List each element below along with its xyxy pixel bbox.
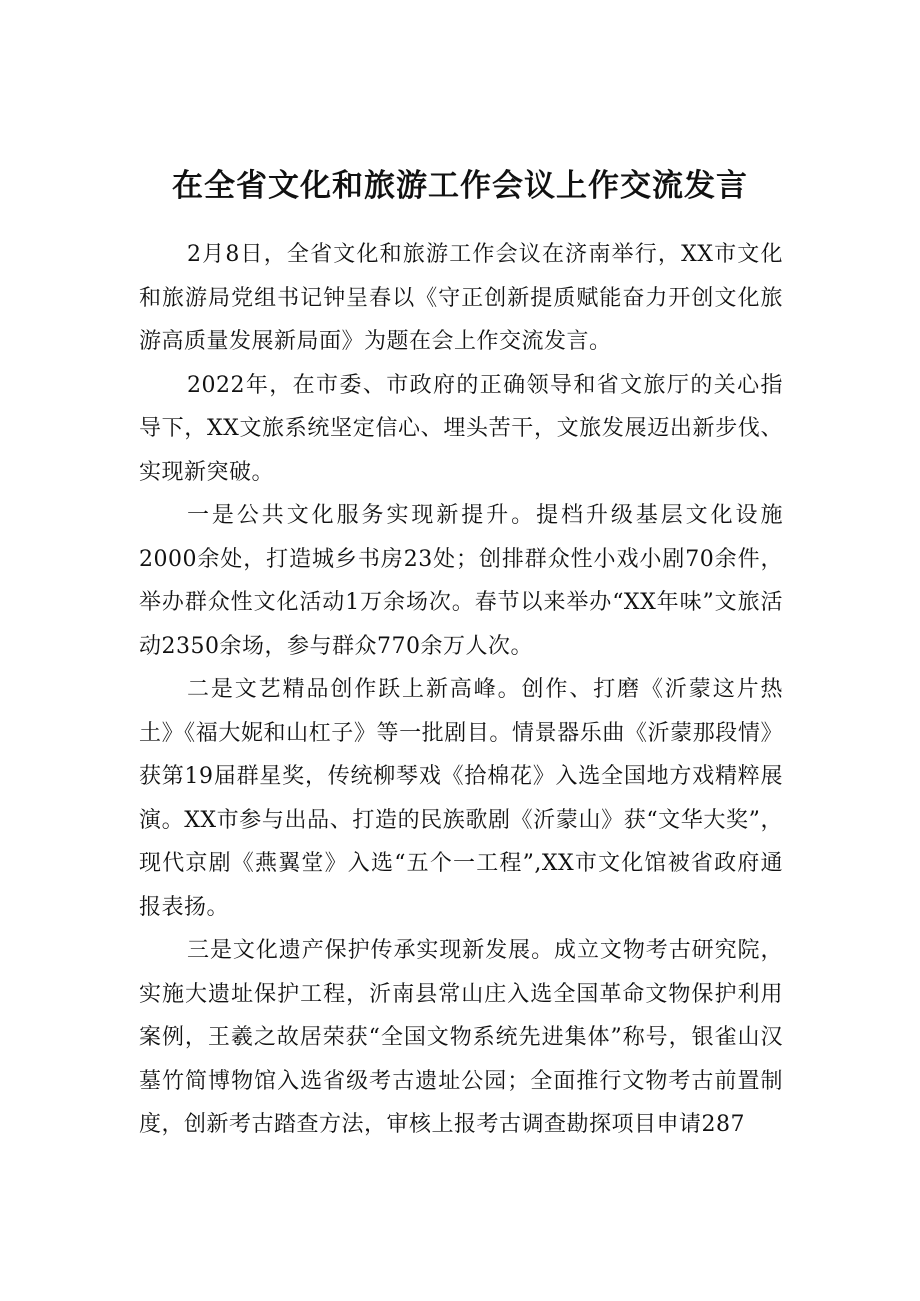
paragraph-2: 2022年，在市委、市政府的正确领导和省文旅厅的关心指导下，XX文旅系统坚定信心、埋头苦干，文旅发展迈出新步伐、实现新突破。 — [139, 372, 783, 485]
paragraph-4: 二是文艺精品创作跃上新高峰。创作、打磨《沂蒙这片热土》《福大妮和山杠子》等一批剧目。情景器乐曲《沂蒙那段情》获第19届群星奖，传统柳琴戏《拾棉花》入选全国地方戏精粹展演。XX市参与出品、打造的民族歌剧《沂蒙山》获“文华大奖”，现代京剧《燕翼堂》入选“五个一工程”,XX市文化馆被省政府通报表扬。 — [139, 677, 783, 920]
paragraph-1: 2月8日，全省文化和旅游工作会议在济南举行，XX市文化和旅游局党组书记钟呈春以《守正创新提质赋能奋力开创文化旅游高质量发展新局面》为题在会上作交流发言。 — [139, 242, 783, 354]
document-body — [139, 233, 783, 1147]
paragraph-3: 一是公共文化服务实现新提升。提档升级基层文化设施2000余处，打造城乡书房23处；创排群众性小戏小剧70余件，举办群众性文化活动1万余场次。春节以来举办“XX年味”文旅活动2350余场，参与群众770余万人次。 — [139, 503, 783, 659]
paragraph-5: 三是文化遗产保护传承实现新发展。成立文物考古研究院，实施大遗址保护工程，沂南县常山庄入选全国革命文物保护利用案例，王羲之故居荣获“全国文物系统先进集体”称号，银雀山汉墓竹简博物馆入选省级考古遗址公园；全面推行文物考古前置制度，创新考古踏查方法，审核上报考古调查勘探项目申请287 — [139, 938, 783, 1137]
document-title: 在全省文化和旅游工作会议上作交流发言 — [172, 168, 748, 204]
